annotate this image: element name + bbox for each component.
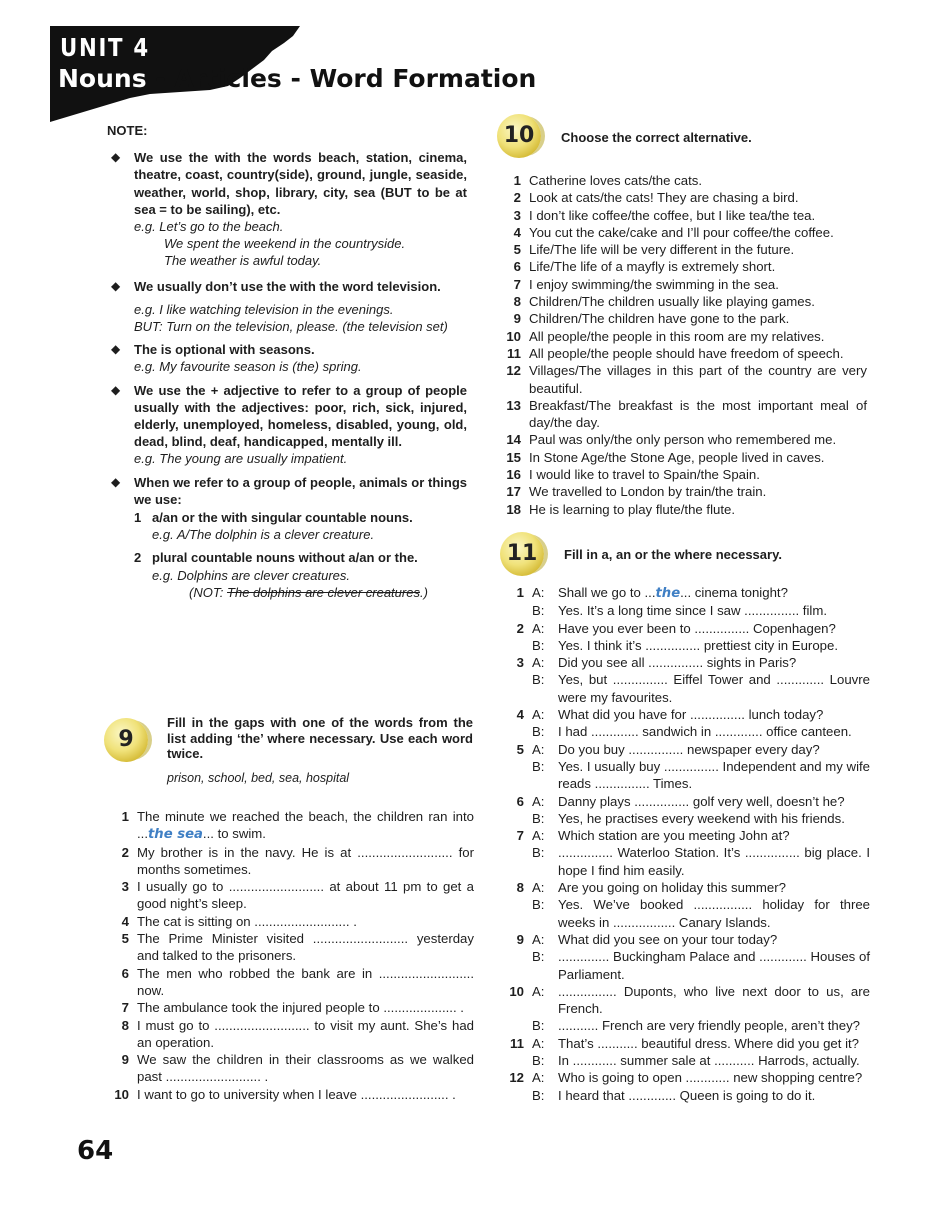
speaker-a-line bbox=[532, 620, 870, 637]
exercise-item bbox=[503, 310, 867, 327]
line-text: I heard that ............. Queen is going to do it. bbox=[558, 1087, 816, 1103]
badge-number: 9 bbox=[118, 727, 134, 752]
item-number: 1 bbox=[516, 585, 524, 600]
note-rule-3 bbox=[107, 341, 467, 375]
item-number: 11 bbox=[510, 1035, 524, 1051]
speaker-b-label: B: bbox=[532, 1018, 545, 1034]
line-text: What did you see on your tour today? bbox=[558, 931, 778, 947]
exercise-11-instructions: Fill in a, an or the where necessary. bbox=[564, 547, 782, 562]
exercise-10-badge bbox=[497, 114, 541, 158]
speaker-b-line bbox=[532, 723, 870, 740]
speaker-b-label: B: bbox=[532, 1087, 545, 1103]
exercise-10-instructions: Choose the correct alternative. bbox=[561, 130, 752, 145]
not-suffix: .) bbox=[419, 584, 428, 600]
speaker-b-label: B: bbox=[532, 672, 545, 688]
item-number: 10 bbox=[509, 983, 524, 999]
item-text: The minute we reached the beach, the children ran into ... bbox=[137, 809, 474, 842]
item-text: We travelled to London by train/the train. bbox=[529, 484, 767, 500]
exercise-item bbox=[503, 501, 867, 518]
speaker-a-label: A: bbox=[532, 655, 545, 671]
page-number: 64 bbox=[77, 1136, 114, 1166]
item-number: 4 bbox=[121, 913, 129, 929]
exercise-item bbox=[503, 276, 867, 293]
line-text: Yes. We’ve booked ................ holiday for three weeks in ................. Canary Islands. bbox=[558, 897, 870, 930]
rule-text: We use the + adjective to refer to a group of people usually with the adjectives: poor, rich, sick, injured, elderly, unemployed, homeless, disabled, young, old, dead, blind, deaf, handicapped, mentally ill. bbox=[134, 382, 467, 450]
speaker-a-line bbox=[532, 1069, 870, 1086]
unit-title-nouns: Nouns bbox=[58, 64, 147, 93]
item-text: Children/The children usually like playing games. bbox=[529, 294, 815, 310]
item-text: Breakfast/The breakfast is the most important meal of day/the day. bbox=[529, 397, 867, 431]
note-rule-1 bbox=[107, 149, 467, 269]
line-text: Shall we go to ... bbox=[558, 585, 656, 600]
dialogue-item bbox=[506, 706, 870, 741]
item-number: 9 bbox=[121, 1052, 129, 1068]
item-number: 1 bbox=[121, 809, 129, 824]
diamond-bullet-icon: ◆ bbox=[111, 150, 121, 165]
speaker-a-label: A: bbox=[532, 983, 545, 999]
dialogue-item bbox=[506, 931, 870, 983]
item-number: 5 bbox=[513, 242, 521, 258]
grammar-note bbox=[107, 122, 467, 607]
badge-number: 10 bbox=[503, 123, 535, 148]
speaker-a-label: A: bbox=[532, 585, 545, 600]
speaker-b-label: B: bbox=[532, 897, 545, 913]
line-text: What did you have for ............... lunch today? bbox=[558, 707, 824, 723]
speaker-a-line bbox=[532, 741, 870, 758]
item-number: 15 bbox=[506, 449, 521, 465]
speaker-a-label: A: bbox=[532, 793, 545, 809]
speaker-b-line bbox=[532, 1052, 870, 1069]
speaker-a-label: A: bbox=[532, 1070, 545, 1086]
item-text: Paul was only/the only person who remembered me. bbox=[529, 432, 837, 448]
item-text: Villages/The villages in this part of the country are very beautiful. bbox=[529, 363, 867, 396]
rule-example: BUT: Turn on the television, please. (the television set) bbox=[134, 319, 448, 335]
subpoint-text: a/an or the with singular countable nouns. bbox=[152, 510, 413, 526]
item-text: Life/The life of a mayfly is extremely short. bbox=[529, 259, 776, 275]
line-text: Yes, but ............... Eiffel Tower and ............. Louvre were my favourites. bbox=[558, 672, 870, 705]
exercise-item bbox=[503, 207, 867, 224]
exercise-item bbox=[111, 930, 474, 965]
speaker-a-label: A: bbox=[532, 828, 545, 844]
exercise-item bbox=[503, 345, 867, 362]
item-text: The Prime Minister visited .......................... yesterday and talked to the prisoners. bbox=[137, 931, 474, 964]
item-text: I enjoy swimming/the swimming in the sea. bbox=[529, 276, 779, 292]
item-text: You cut the cake/cake and I’ll pour coffee/the coffee. bbox=[529, 224, 834, 240]
speaker-b-label: B: bbox=[532, 758, 545, 774]
item-number: 6 bbox=[121, 965, 129, 981]
dialogue-item bbox=[506, 1035, 870, 1070]
line-text: ... cinema tonight? bbox=[680, 585, 788, 600]
line-text: Yes. I think it’s ............... prettiest city in Europe. bbox=[558, 637, 838, 653]
item-number: 12 bbox=[506, 363, 521, 379]
item-number: 6 bbox=[513, 259, 521, 275]
dialogue-item bbox=[506, 741, 870, 793]
line-text: Have you ever been to ............... Copenhagen? bbox=[558, 620, 836, 636]
line-text: ........... French are very friendly people, aren’t they? bbox=[558, 1018, 860, 1034]
item-number: 4 bbox=[513, 224, 521, 240]
item-text: I must go to .......................... to visit my aunt. She’s had an operation. bbox=[137, 1017, 474, 1050]
diamond-bullet-icon: ◆ bbox=[111, 474, 121, 489]
exercise-item bbox=[111, 913, 474, 930]
item-number: 4 bbox=[516, 707, 524, 723]
dialogue-item bbox=[506, 793, 870, 828]
exercise-item bbox=[503, 483, 867, 500]
speaker-a-line bbox=[532, 879, 870, 896]
speaker-b-label: B: bbox=[532, 845, 545, 861]
subpoint-number: 2 bbox=[134, 550, 142, 566]
note-rule-5 bbox=[107, 474, 467, 601]
item-number: 16 bbox=[506, 467, 521, 483]
line-text: Do you buy ............... newspaper every day? bbox=[558, 741, 820, 757]
item-text: The cat is sitting on .......................... . bbox=[137, 913, 357, 929]
item-number: 2 bbox=[513, 190, 521, 206]
line-text: Yes, he practises every weekend with his friends. bbox=[558, 810, 845, 826]
speaker-b-line bbox=[532, 758, 870, 793]
line-text: Yes. I usually buy ............... Independent and my wife reads ............... Times. bbox=[558, 758, 870, 792]
item-text: Look at cats/the cats! They are chasing a bird. bbox=[529, 190, 799, 206]
speaker-a-line bbox=[532, 1035, 870, 1052]
rule-example: We spent the weekend in the countryside. bbox=[164, 236, 406, 252]
note-rule-2 bbox=[107, 278, 467, 336]
speaker-b-line bbox=[532, 1017, 870, 1034]
not-prefix: (NOT: bbox=[189, 584, 228, 600]
item-number: 9 bbox=[513, 311, 521, 327]
line-text: That’s ........... beautiful dress. Where did you get it? bbox=[558, 1035, 860, 1051]
item-number: 8 bbox=[121, 1017, 129, 1033]
exercise-11-badge bbox=[500, 532, 544, 576]
diamond-bullet-icon: ◆ bbox=[111, 278, 121, 293]
exercise-item bbox=[503, 466, 867, 483]
item-text: ... to swim. bbox=[202, 826, 266, 842]
line-text: Danny plays ............... golf very well, doesn’t he? bbox=[558, 793, 845, 809]
exercise-item bbox=[503, 397, 867, 432]
item-number: 2 bbox=[121, 844, 129, 860]
speaker-b-line bbox=[532, 637, 870, 654]
subpoint-number: 1 bbox=[134, 510, 142, 526]
unit-number: UNIT 4 bbox=[60, 33, 150, 62]
speaker-a-label: A: bbox=[532, 1035, 545, 1051]
exercise-9-instructions: Fill in the gaps with one of the words from the list adding ‘the’ where necessary. Use each word twice. bbox=[167, 715, 473, 761]
speaker-a-label: A: bbox=[532, 707, 545, 723]
speaker-b-line bbox=[532, 1087, 870, 1104]
rule-example: e.g. I like watching television in the evenings. bbox=[134, 301, 394, 317]
exercise-9-list bbox=[111, 808, 474, 1103]
speaker-b-label: B: bbox=[532, 1053, 545, 1069]
sample-answer: the bbox=[655, 586, 681, 601]
speaker-b-line bbox=[532, 896, 870, 931]
subpoint-text: plural countable nouns without a/an or the. bbox=[152, 550, 418, 566]
speaker-a-line bbox=[532, 983, 870, 1018]
line-text: .............. Buckingham Palace and ............. Houses of Parliament. bbox=[558, 949, 870, 982]
exercise-item bbox=[503, 258, 867, 275]
sample-answer: the sea bbox=[148, 827, 203, 843]
dialogue-item bbox=[506, 1069, 870, 1104]
item-text: My brother is in the navy. He is at .......................... for months sometimes. bbox=[137, 844, 474, 877]
note-heading: NOTE: bbox=[107, 123, 148, 138]
line-text: In ............ summer sale at ........... Harrods, actually. bbox=[558, 1053, 860, 1069]
unit-title bbox=[58, 64, 536, 93]
item-text: I would like to travel to Spain/the Spain. bbox=[529, 467, 760, 483]
item-text: All people/the people should have freedom of speech. bbox=[529, 345, 844, 361]
item-number: 8 bbox=[513, 294, 521, 310]
dialogue-item bbox=[506, 879, 870, 931]
item-number: 13 bbox=[506, 397, 521, 413]
exercise-item bbox=[503, 224, 867, 241]
speaker-b-label: B: bbox=[532, 810, 545, 826]
item-number: 7 bbox=[121, 1000, 129, 1016]
line-text: Yes. It’s a long time since I saw ............... film. bbox=[558, 603, 827, 619]
exercise-item bbox=[111, 1086, 474, 1103]
exercise-9-wordlist: prison, school, bed, sea, hospital bbox=[167, 771, 350, 785]
item-text: In Stone Age/the Stone Age, people lived in caves. bbox=[529, 449, 825, 465]
item-text: He is learning to play flute/the flute. bbox=[529, 501, 735, 517]
item-number: 9 bbox=[516, 931, 524, 947]
item-number: 3 bbox=[513, 207, 521, 223]
item-number: 17 bbox=[506, 484, 521, 500]
exercise-item bbox=[111, 999, 474, 1016]
exercise-item bbox=[111, 878, 474, 913]
item-number: 1 bbox=[513, 173, 521, 188]
item-number: 14 bbox=[506, 432, 521, 448]
exercise-item bbox=[503, 172, 867, 189]
item-number: 8 bbox=[516, 880, 524, 896]
item-number: 12 bbox=[509, 1070, 524, 1086]
exercise-item bbox=[111, 965, 474, 1000]
speaker-a-label: A: bbox=[532, 931, 545, 947]
item-number: 5 bbox=[516, 741, 524, 757]
speaker-a-line bbox=[532, 584, 870, 602]
exercise-item bbox=[503, 241, 867, 258]
item-number: 10 bbox=[506, 328, 521, 344]
dialogue-item bbox=[506, 654, 870, 706]
dialogue-item bbox=[506, 827, 870, 879]
diamond-bullet-icon: ◆ bbox=[111, 382, 121, 397]
rule-example: e.g. The young are usually impatient. bbox=[134, 451, 348, 467]
dialogue-item bbox=[506, 620, 870, 655]
speaker-a-line bbox=[532, 793, 870, 810]
line-text: Did you see all ............... sights in Paris? bbox=[558, 655, 797, 671]
speaker-a-line bbox=[532, 706, 870, 723]
exercise-item bbox=[503, 362, 867, 397]
item-text: All people/the people in this room are my relatives. bbox=[529, 328, 825, 344]
item-text: Catherine loves cats/the cats. bbox=[529, 173, 702, 188]
speaker-b-line bbox=[532, 844, 870, 879]
item-number: 2 bbox=[516, 620, 524, 636]
speaker-b-label: B: bbox=[532, 949, 545, 965]
item-number: 7 bbox=[513, 276, 521, 292]
item-text: Children/The children have gone to the park. bbox=[529, 311, 790, 327]
note-rule-4 bbox=[107, 382, 467, 468]
rule-subpoint-2 bbox=[134, 549, 467, 601]
exercise-9-badge bbox=[104, 718, 148, 762]
rule-example: The weather is awful today. bbox=[164, 253, 322, 269]
speaker-b-line bbox=[532, 948, 870, 983]
item-text: Life/The life will be very different in the future. bbox=[529, 242, 795, 258]
rule-example: e.g. A/The dolphin is a clever creature. bbox=[152, 527, 375, 543]
rule-counterexample bbox=[152, 584, 467, 601]
item-number: 11 bbox=[507, 345, 521, 361]
rule-subpoint-1 bbox=[134, 509, 467, 543]
line-text: Who is going to open ............ new shopping centre? bbox=[558, 1070, 863, 1086]
item-number: 3 bbox=[121, 879, 129, 895]
rule-example: e.g. Dolphins are clever creatures. bbox=[152, 567, 350, 583]
speaker-b-label: B: bbox=[532, 637, 545, 653]
speaker-a-line bbox=[532, 654, 870, 671]
badge-number: 11 bbox=[506, 541, 538, 566]
rule-example: e.g. Let’s go to the beach. bbox=[134, 219, 284, 235]
exercise-item bbox=[503, 293, 867, 310]
speaker-b-label: B: bbox=[532, 724, 545, 740]
item-number: 10 bbox=[114, 1086, 129, 1102]
exercise-item bbox=[503, 431, 867, 448]
speaker-a-line bbox=[532, 931, 870, 948]
exercise-item bbox=[111, 1051, 474, 1086]
rule-text: When we refer to a group of people, animals or things we use: bbox=[134, 474, 467, 507]
dialogue-item bbox=[506, 584, 870, 620]
item-text: The ambulance took the injured people to .................... . bbox=[137, 1000, 464, 1016]
exercise-item bbox=[111, 844, 474, 879]
line-text: ............... Waterloo Station. It’s ............... big place. I hope I find him easily. bbox=[558, 845, 870, 878]
exercise-item bbox=[503, 328, 867, 345]
unit-title-rest: - Articles - Word Formation bbox=[146, 64, 537, 93]
item-text: The men who robbed the bank are in .......................... now. bbox=[137, 965, 474, 998]
rule-text: The is optional with seasons. bbox=[134, 342, 315, 358]
exercise-11-list bbox=[506, 584, 870, 1104]
speaker-a-label: A: bbox=[532, 880, 545, 896]
line-text: ................ Duponts, who live next door to us, are French. bbox=[558, 983, 870, 1017]
item-number: 18 bbox=[506, 501, 521, 517]
item-number: 6 bbox=[516, 793, 524, 809]
dialogue-item bbox=[506, 983, 870, 1035]
exercise-item bbox=[111, 1017, 474, 1052]
speaker-b-label: B: bbox=[532, 603, 545, 619]
item-number: 5 bbox=[121, 931, 129, 947]
exercise-item bbox=[503, 189, 867, 206]
line-text: Which station are you meeting John at? bbox=[558, 828, 790, 844]
item-text: We saw the children in their classrooms as we walked past .......................... . bbox=[137, 1052, 474, 1085]
item-text: I want to go to university when I leave ........................ . bbox=[137, 1086, 456, 1102]
speaker-b-line bbox=[532, 671, 870, 706]
exercise-10-list bbox=[503, 172, 867, 518]
rule-text: We usually don’t use the with the word television. bbox=[134, 278, 441, 294]
struck-example: The dolphins are clever creatures bbox=[227, 584, 420, 600]
line-text: Are you going on holiday this summer? bbox=[558, 880, 786, 896]
item-text: I don’t like coffee/the coffee, but I like tea/the tea. bbox=[529, 207, 816, 223]
speaker-b-line bbox=[532, 810, 870, 827]
rule-example: e.g. My favourite season is (the) spring. bbox=[134, 359, 362, 375]
speaker-a-label: A: bbox=[532, 741, 545, 757]
exercise-item bbox=[111, 808, 474, 844]
speaker-a-label: A: bbox=[532, 620, 545, 636]
speaker-a-line bbox=[532, 827, 870, 844]
diamond-bullet-icon: ◆ bbox=[111, 342, 121, 357]
item-number: 3 bbox=[516, 655, 524, 671]
rule-text: We use the with the words beach, station, cinema, theatre, coast, country(side), ground, jungle, seaside, weather, world, shop, library, city, sea (BUT to be at sea = to be sailing), etc. bbox=[134, 150, 467, 217]
speaker-b-line bbox=[532, 602, 870, 619]
item-text: I usually go to .......................... at about 11 pm to get a good night’s sleep. bbox=[137, 879, 474, 912]
exercise-item bbox=[503, 449, 867, 466]
line-text: I had ............. sandwich in ............. office canteen. bbox=[558, 724, 852, 740]
item-number: 7 bbox=[516, 828, 524, 844]
